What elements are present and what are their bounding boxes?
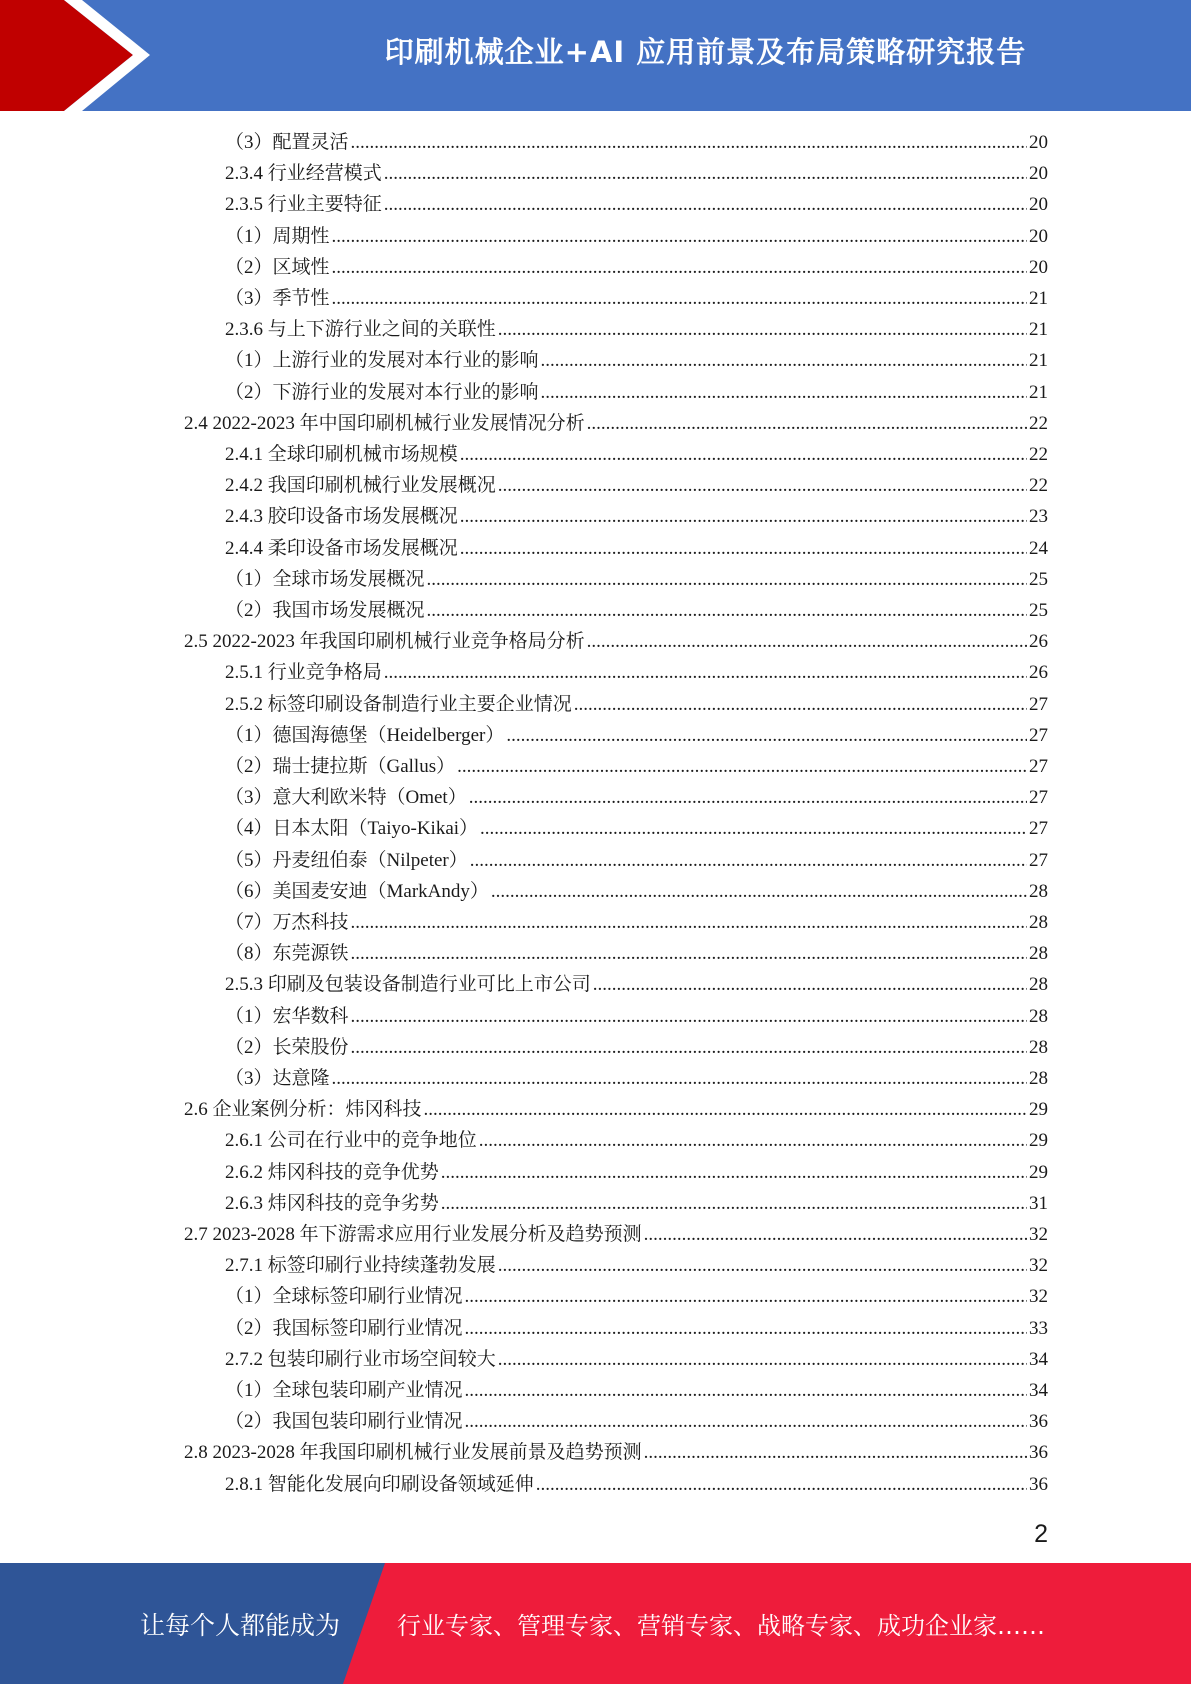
toc-entry-page: 20: [1029, 256, 1048, 278]
toc-entry-label: 2.3.6 与上下游行业之间的关联性: [225, 319, 496, 341]
toc-entry[interactable]: [225, 845, 1048, 876]
toc-leader-dots: [491, 876, 1027, 907]
toc-entry[interactable]: [184, 408, 1048, 439]
toc-entry-label: 2.5 2022-2023 年我国印刷机械行业竞争格局分析: [184, 631, 585, 653]
page-header: [0, 0, 1191, 111]
toc-entry-label: （2）区域性: [225, 256, 330, 278]
toc-leader-dots: [498, 314, 1027, 345]
toc-leader-dots: [498, 1344, 1027, 1375]
toc-leader-dots: [460, 501, 1027, 532]
toc-entry-label: 2.7.1 标签印刷行业持续蓬勃发展: [225, 1255, 496, 1277]
toc-entry-page: 20: [1029, 225, 1048, 247]
toc-leader-dots: [469, 782, 1027, 813]
toc-entry[interactable]: [225, 252, 1048, 283]
toc-entry-label: 2.4 2022-2023 年中国印刷机械行业发展情况分析: [184, 412, 585, 434]
toc-leader-dots: [541, 345, 1027, 376]
toc-entry[interactable]: [225, 470, 1048, 501]
toc-entry[interactable]: [225, 564, 1048, 595]
toc-entry-page: 28: [1029, 1036, 1048, 1058]
toc-entry[interactable]: [225, 1125, 1048, 1156]
toc-entry-page: 28: [1029, 1005, 1048, 1027]
toc-entry-page: 31: [1029, 1192, 1048, 1214]
page-number: 2: [1034, 1520, 1048, 1548]
toc-entry-page: 27: [1029, 724, 1048, 746]
toc-entry[interactable]: [225, 907, 1048, 938]
toc-entry[interactable]: [225, 1250, 1048, 1281]
toc-entry[interactable]: [225, 720, 1048, 751]
toc-entry[interactable]: [184, 1094, 1048, 1125]
toc-entry-label: （1）全球包装印刷产业情况: [225, 1380, 463, 1401]
toc-entry[interactable]: [225, 1469, 1048, 1500]
toc-entry[interactable]: [184, 626, 1048, 657]
toc-entry-page: 21: [1029, 381, 1048, 403]
toc-entry[interactable]: [225, 345, 1048, 376]
toc-entry-page: 21: [1029, 288, 1048, 309]
toc-entry-label: 2.7.2 包装印刷行业市场空间较大: [225, 1348, 496, 1370]
toc-leader-dots: [465, 1281, 1027, 1312]
toc-entry[interactable]: [225, 1344, 1048, 1375]
toc-entry-label: 2.6.2 炜冈科技的竞争优势: [225, 1161, 439, 1183]
toc-entry-label: 2.8 2023-2028 年我国印刷机械行业发展前景及趋势预测: [184, 1442, 642, 1464]
toc-leader-dots: [644, 1437, 1027, 1468]
toc-entry-page: 26: [1029, 631, 1048, 653]
toc-entry-page: 36: [1029, 1411, 1048, 1433]
toc-entry[interactable]: [225, 689, 1048, 720]
toc-entry-label: （8）东莞源铁: [225, 943, 349, 965]
toc-entry-page: 27: [1029, 818, 1048, 840]
toc-entry[interactable]: [225, 501, 1048, 532]
toc-entry[interactable]: [225, 595, 1048, 626]
toc-entry-label: 2.4.4 柔印设备市场发展概况: [225, 537, 458, 559]
toc-entry-label: （6）美国麦安迪（MarkAndy）: [225, 880, 489, 902]
toc-entry-label: 2.4.1 全球印刷机械市场规模: [225, 444, 458, 465]
toc-entry-label: 2.6.3 炜冈科技的竞争劣势: [225, 1192, 439, 1214]
toc-leader-dots: [498, 1250, 1027, 1281]
toc-entry-page: 28: [1029, 943, 1048, 965]
toc-leader-dots: [441, 1157, 1027, 1188]
toc-entry-label: （4）日本太阳（Taiyo-Kikai）: [225, 818, 479, 840]
toc-leader-dots: [587, 408, 1027, 439]
toc-entry[interactable]: [225, 533, 1048, 564]
toc-leader-dots: [351, 938, 1027, 969]
toc-entry-page: 28: [1029, 1068, 1048, 1089]
toc-entry[interactable]: [225, 1281, 1048, 1312]
toc-entry-label: （1）全球标签印刷行业情况: [225, 1286, 463, 1308]
toc-entry-label: （3）达意隆: [225, 1068, 330, 1089]
toc-entry-label: 2.3.4 行业经营模式: [225, 163, 382, 185]
toc-entry-page: 28: [1029, 974, 1048, 996]
toc-entry-page: 33: [1029, 1317, 1048, 1339]
toc-entry[interactable]: [225, 439, 1048, 470]
toc-leader-dots: [332, 221, 1027, 252]
toc-entry[interactable]: [225, 657, 1048, 688]
toc-entry-label: （3）季节性: [225, 288, 330, 309]
toc-entry-label: 2.3.5 行业主要特征: [225, 194, 382, 216]
toc-entry-page: 27: [1029, 849, 1048, 871]
toc-entry[interactable]: [225, 1063, 1048, 1094]
toc-entry-page: 29: [1029, 1099, 1048, 1121]
toc-leader-dots: [351, 1001, 1027, 1032]
toc-entry-label: 2.7 2023-2028 年下游需求应用行业发展分析及趋势预测: [184, 1224, 642, 1245]
toc-leader-dots: [460, 533, 1027, 564]
toc-entry-page: 25: [1029, 568, 1048, 590]
toc-leader-dots: [536, 1469, 1027, 1500]
toc-entry[interactable]: [225, 158, 1048, 189]
toc-entry[interactable]: [225, 1032, 1048, 1063]
toc-entry-page: 34: [1029, 1380, 1048, 1401]
toc-leader-dots: [441, 1188, 1027, 1219]
toc-leader-dots: [479, 1125, 1027, 1156]
toc-entry[interactable]: [225, 1375, 1048, 1406]
toc-leader-dots: [384, 657, 1027, 688]
toc-entry-page: 20: [1029, 163, 1048, 185]
toc-entry-page: 28: [1029, 880, 1048, 902]
toc-leader-dots: [351, 1032, 1027, 1063]
toc-entry[interactable]: [225, 1001, 1048, 1032]
toc-entry-label: （7）万杰科技: [225, 912, 349, 933]
toc-entry-label: （1）周期性: [225, 225, 330, 247]
toc-entry-page: 27: [1029, 693, 1048, 715]
toc-entry[interactable]: [225, 813, 1048, 844]
toc-entry-label: （2）我国市场发展概况: [225, 600, 425, 621]
toc-leader-dots: [427, 595, 1027, 626]
toc-entry[interactable]: [225, 969, 1048, 1000]
toc-entry-page: 36: [1029, 1442, 1048, 1464]
toc-leader-dots: [457, 751, 1027, 782]
toc-entry-label: （5）丹麦纽伯泰（Nilpeter）: [225, 849, 468, 871]
toc-entry-label: 2.6 企业案例分析：炜冈科技: [184, 1099, 422, 1121]
toc-entry[interactable]: [225, 1406, 1048, 1437]
toc-entry-label: （2）下游行业的发展对本行业的影响: [225, 381, 539, 403]
toc-entry-page: 32: [1029, 1255, 1048, 1277]
toc-entry-page: 29: [1029, 1161, 1048, 1183]
toc-entry-page: 27: [1029, 787, 1048, 809]
toc-entry-label: 2.8.1 智能化发展向印刷设备领域延伸: [225, 1473, 534, 1495]
toc-entry-page: 22: [1029, 412, 1048, 434]
toc-leader-dots: [587, 626, 1027, 657]
toc-leader-dots: [498, 470, 1027, 501]
toc-leader-dots: [480, 813, 1027, 844]
toc-entry[interactable]: [225, 283, 1048, 314]
toc-leader-dots: [460, 439, 1027, 470]
toc-leader-dots: [332, 1063, 1027, 1094]
toc-entry-label: （1）全球市场发展概况: [225, 568, 425, 590]
toc-entry-label: （1）宏华数科: [225, 1005, 349, 1027]
toc-entry[interactable]: [225, 127, 1048, 158]
toc-entry[interactable]: [225, 751, 1048, 782]
toc-entry-label: （1）上游行业的发展对本行业的影响: [225, 350, 539, 372]
toc-entry[interactable]: [225, 221, 1048, 252]
toc-entry[interactable]: [225, 938, 1048, 969]
toc-entry-label: （2）我国标签印刷行业情况: [225, 1317, 463, 1339]
toc-entry-page: 25: [1029, 600, 1048, 621]
toc-leader-dots: [644, 1219, 1027, 1250]
toc-leader-dots: [351, 907, 1027, 938]
toc-leader-dots: [332, 283, 1027, 314]
toc-leader-dots: [427, 564, 1027, 595]
toc-entry-page: 28: [1029, 912, 1048, 933]
toc-entry[interactable]: [225, 876, 1048, 907]
toc-entry-page: 29: [1029, 1130, 1048, 1152]
toc-leader-dots: [465, 1313, 1027, 1344]
toc-entry-label: 2.4.3 胶印设备市场发展概况: [225, 506, 458, 528]
toc-entry-label: （1）德国海德堡（Heidelberger）: [225, 724, 505, 746]
toc-entry[interactable]: [225, 189, 1048, 220]
toc-leader-dots: [384, 189, 1027, 220]
toc-entry-page: 32: [1029, 1224, 1048, 1245]
toc-entry[interactable]: [225, 377, 1048, 408]
toc-entry-page: 20: [1029, 132, 1048, 153]
toc-leader-dots: [384, 158, 1027, 189]
toc-entry-page: 21: [1029, 319, 1048, 341]
toc-entry-page: 22: [1029, 475, 1048, 497]
toc-entry-label: 2.6.1 公司在行业中的竞争地位: [225, 1130, 477, 1152]
toc-leader-dots: [574, 689, 1027, 720]
toc-leader-dots: [351, 127, 1027, 158]
footer-slogan-left: 让每个人都能成为: [140, 1610, 341, 1640]
toc-leader-dots: [332, 252, 1027, 283]
toc-leader-dots: [465, 1406, 1027, 1437]
toc-entry[interactable]: [225, 782, 1048, 813]
toc-entry[interactable]: [184, 1219, 1048, 1250]
toc-entry[interactable]: [184, 1437, 1048, 1468]
toc-entry-page: 22: [1029, 444, 1048, 465]
toc-entry[interactable]: [225, 314, 1048, 345]
toc-entry-label: （2）长荣股份: [225, 1036, 349, 1058]
report-title: 印刷机械企业+AI 应用前景及布局策略研究报告: [384, 34, 1027, 69]
toc-leader-dots: [465, 1375, 1027, 1406]
toc-leader-dots: [541, 377, 1027, 408]
toc-leader-dots: [593, 969, 1027, 1000]
toc-entry-page: 27: [1029, 756, 1048, 777]
toc-leader-dots: [506, 720, 1027, 751]
toc-entry-page: 23: [1029, 506, 1048, 528]
toc-entry-label: 2.5.2 标签印刷设备制造行业主要企业情况: [225, 693, 572, 715]
toc-entry-page: 34: [1029, 1348, 1048, 1370]
toc-entry[interactable]: [225, 1313, 1048, 1344]
toc-entry-page: 26: [1029, 662, 1048, 684]
toc-entry[interactable]: [225, 1157, 1048, 1188]
toc-entry-page: 20: [1029, 194, 1048, 216]
toc-entry-label: （2）瑞士捷拉斯（Gallus）: [225, 756, 456, 777]
toc-leader-dots: [470, 845, 1027, 876]
toc-entry-label: 2.5.3 印刷及包装设备制造行业可比上市公司: [225, 974, 591, 996]
toc-entry-page: 32: [1029, 1286, 1048, 1308]
toc-entry-label: 2.5.1 行业竞争格局: [225, 662, 382, 684]
toc-entry[interactable]: [225, 1188, 1048, 1219]
toc-entry-label: 2.4.2 我国印刷机械行业发展概况: [225, 475, 496, 497]
toc-entry-page: 24: [1029, 537, 1048, 559]
toc-entry-label: （2）我国包装印刷行业情况: [225, 1411, 463, 1433]
page-footer: [0, 1563, 1191, 1684]
footer-slogan-right: 行业专家、管理专家、营销专家、战略专家、成功企业家……: [397, 1612, 1045, 1640]
toc-entry-label: （3）配置灵活: [225, 132, 349, 153]
toc-entry-page: 36: [1029, 1473, 1048, 1495]
toc-entry-page: 21: [1029, 350, 1048, 372]
toc-entry-label: （3）意大利欧米特（Omet）: [225, 787, 467, 809]
toc-leader-dots: [424, 1094, 1027, 1125]
